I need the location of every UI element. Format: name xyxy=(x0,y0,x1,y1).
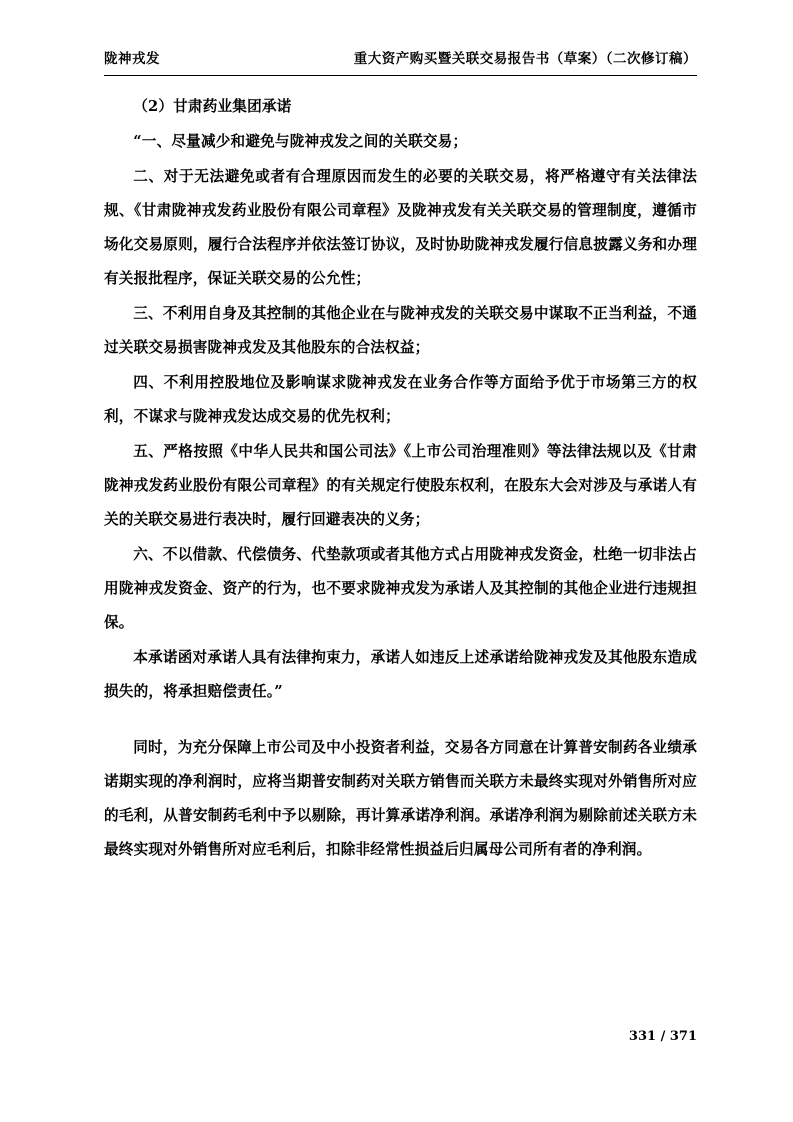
paragraph: 二、对于无法避免或者有合理原因而发生的必要的关联交易，将严格遵守有关法律法规、《甘肃陇神戎发药业股份有限公司章程》及陇神戎发有关关联交易的管理制度，遵循市场化交易原则，履行合法程序并依法签订协议，及时协助陇神戎发履行信息披露义务和办理有关报批程序，保证关联交易的公允性； xyxy=(104,168,697,287)
paragraph: 四、不利用控股地位及影响谋求陇神戎发在业务合作等方面给予优于市场第三方的权利，不谋求与陇神戎发达成交易的优先权利； xyxy=(104,374,697,425)
paragraph: “一、尽量减少和避免与陇神戎发之间的关联交易； xyxy=(133,133,468,150)
paragraph: 同时，为充分保障上市公司及中小投资者利益，交易各方同意在计算普安制药各业绩承诺期实现的净利润时，应将当期普安制药对关联方销售而关联方未最终实现对外销售所对应的毛利，从普安制药毛利中予以剔除，再计算承诺净利润。承诺净利润为剔除前述关联方未最终实现对外销售所对应毛利后，扣除非经常性损益后归属母公司所有者的净利润。 xyxy=(104,739,697,858)
paragraph: 本承诺函对承诺人具有法律拘束力，承诺人如违反上述承诺给陇神戎发及其他股东造成损失的，将承担赔偿责任。” xyxy=(104,649,697,700)
section-heading: （2）甘肃药业集团承诺 xyxy=(133,98,292,115)
page-header xyxy=(104,47,697,67)
header-company-name: 陇神戎发 xyxy=(104,51,160,67)
header-divider xyxy=(104,75,697,76)
page-number: 331 / 371 xyxy=(628,1029,697,1044)
paragraph: 三、不利用自身及其控制的其他企业在与陇神戎发的关联交易中谋取不正当利益，不通过关联交易损害陇神戎发及其他股东的合法权益； xyxy=(104,305,697,356)
document-body xyxy=(104,90,697,868)
paragraph: 六、不以借款、代偿债务、代垫款项或者其他方式占用陇神戎发资金，杜绝一切非法占用陇神戎发资金、资产的行为，也不要求陇神戎发为承诺人及其控制的其他企业进行违规担保。 xyxy=(104,546,697,631)
header-document-title: 重大资产购买暨关联交易报告书（草案）（二次修订稿） xyxy=(353,51,697,67)
paragraph: 五、严格按照《中华人民共和国公司法》《上市公司治理准则》等法律法规以及《甘肃陇神戎发药业股份有限公司章程》的有关规定行使股东权利，在股东大会对涉及与承诺人有关的关联交易进行表决时，履行回避表决的义务； xyxy=(104,443,697,528)
